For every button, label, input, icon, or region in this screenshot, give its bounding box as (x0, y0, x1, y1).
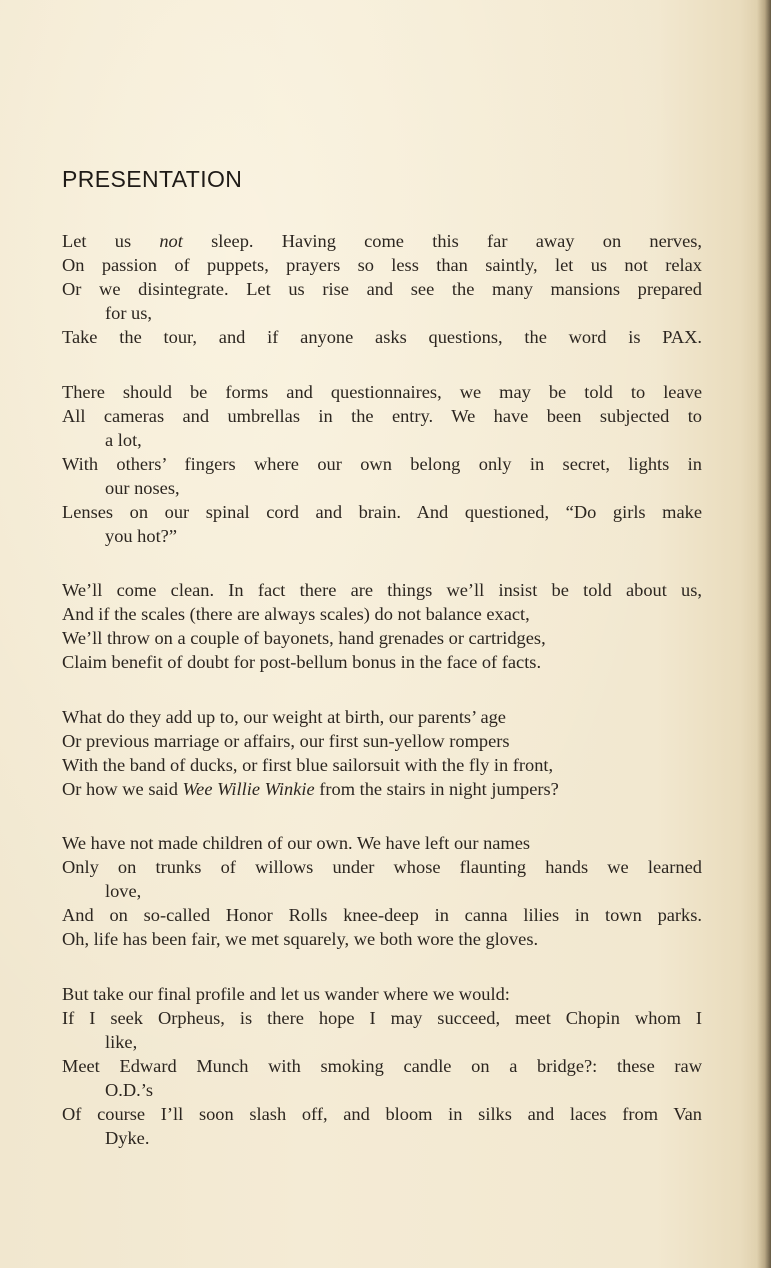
poem-line-continuation: Dyke. (105, 1127, 150, 1148)
poem-body (62, 229, 702, 1180)
poem-line: We’ll throw on a couple of bayonets, hand grenades or cartridges, (62, 628, 546, 648)
poem-line: But take our final profile and let us wander where we would: (62, 983, 510, 1004)
poem-line: Claim benefit of doubt for post-bellum bonus in the face of facts. (62, 652, 542, 672)
poem-line: We have not made children of our own. We have left our names (62, 833, 531, 853)
poem-line: Lenses on our spinal cord and brain. And questioned, “Do girls make (62, 501, 702, 522)
poem-line-continuation: O.D.’s (105, 1079, 154, 1100)
poem-line: Or how we said Wee Willie Winkie from the stairs in night jumpers? (62, 778, 559, 799)
poem-line-continuation: for us, (105, 303, 152, 323)
poem-line: What do they add up to, our weight at birth, our parents’ age (62, 706, 506, 727)
poem-line: Only on trunks of willows under whose flaunting hands we learned (62, 857, 702, 877)
poem-line: With the band of ducks, or first blue sailorsuit with the fly in front, (62, 754, 554, 775)
poem-line: All cameras and umbrellas in the entry. We have been subjected to (62, 405, 702, 426)
poem-line: There should be forms and questionnaires, we may be told to leave (62, 381, 702, 402)
poem-line: Take the tour, and if anyone asks questions, the word is PAX. (62, 327, 702, 347)
poem-line: If I seek Orpheus, is there hope I may succeed, meet Chopin whom I (62, 1007, 702, 1028)
poem-line: Of course I’ll soon slash off, and bloom in silks and laces from Van (62, 1103, 702, 1124)
poem-line: We’ll come clean. In fact there are things we’ll insist be told about us, (62, 580, 702, 600)
poem-line: And if the scales (there are always scales) do not balance exact, (62, 604, 530, 624)
stanza-1 (62, 229, 702, 349)
poem-line-continuation: our noses, (105, 477, 180, 498)
stanza-5 (62, 831, 702, 951)
stanza-4 (62, 705, 702, 801)
stanza-2 (62, 380, 702, 548)
page-binding-edge (757, 0, 771, 1268)
stanza-3 (62, 578, 702, 674)
poem-line: And on so-called Honor Rolls knee-deep in canna lilies in town parks. (62, 905, 702, 925)
poem-line-continuation: like, (105, 1031, 138, 1052)
poem-line-continuation: love, (105, 881, 142, 901)
stanza-6 (62, 982, 702, 1150)
poem-line: On passion of puppets, prayers so less than saintly, let us not relax (62, 255, 702, 275)
poem-line: Or previous marriage or affairs, our first sun-yellow rompers (62, 730, 510, 751)
poem-line-continuation: a lot, (105, 429, 142, 450)
poem-line: Meet Edward Munch with smoking candle on a bridge?: these raw (62, 1055, 702, 1076)
poem-line: Oh, life has been fair, we met squarely, we both wore the gloves. (62, 929, 539, 949)
poem-title: PRESENTATION (62, 166, 243, 192)
poem-line: With others’ fingers where our own belong only in secret, lights in (62, 453, 702, 474)
poem-line: Or we disintegrate. Let us rise and see the many mansions prepared (62, 279, 702, 299)
poem-line: Let us not sleep. Having come this far away on nerves, (62, 231, 702, 251)
poem-line-continuation: you hot?” (105, 525, 178, 546)
